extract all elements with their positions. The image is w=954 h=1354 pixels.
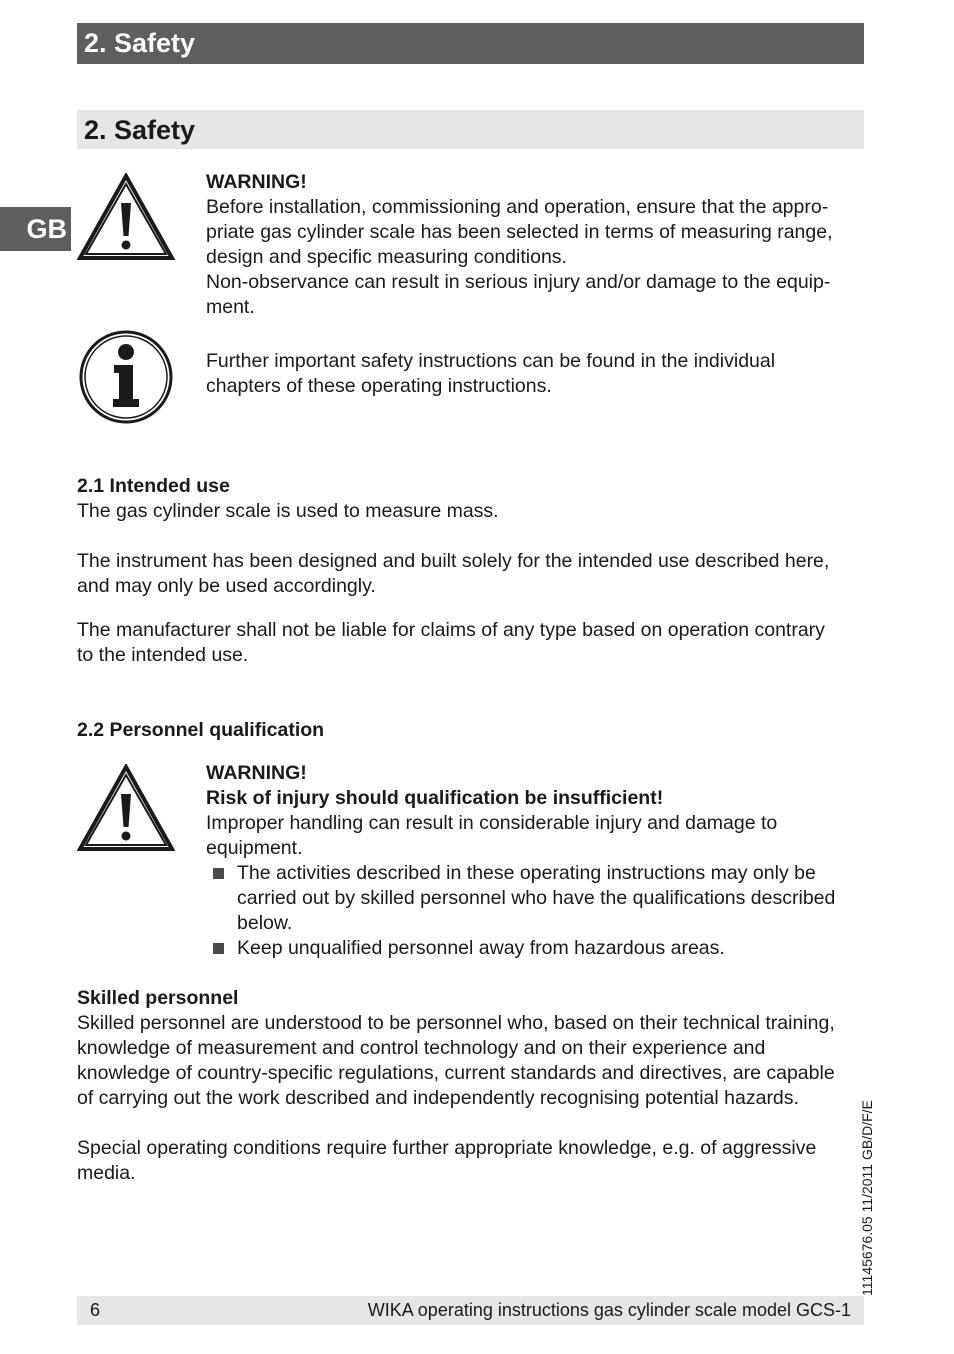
skilled-p2-line: Special operating conditions require further appropriate knowledge, e.g. of aggressive [77,1137,817,1159]
warning-line: ment. [206,296,255,318]
warning-triangle-icon [77,764,175,852]
warning-line: design and specific measuring conditions. [206,246,567,268]
warning-title: WARNING! [206,171,307,193]
skilled-p1-line: Skilled personnel are understood to be personnel who, based on their technical training, [77,1012,835,1034]
info-block [206,349,866,399]
warning-line: priate gas cylinder scale has been selected in terms of measuring range, [206,221,833,243]
skilled-p1-line: knowledge of measurement and control technology and on their experience and [77,1037,766,1059]
skilled-p1-line: of carrying out the work described and independently recognising potential hazards. [77,1087,799,1109]
personnel-heading: 2.2 Personnel qualification [77,719,325,741]
info-line: Further important safety instructions can be found in the individual [206,350,776,372]
skilled-personnel-section [77,986,872,1186]
warning-block-1 [206,170,866,320]
warning-line: equipment. [206,837,303,859]
skilled-heading: Skilled personnel [77,987,239,1009]
warning-subtitle: Risk of injury should qualification be insufficient! [206,787,664,809]
warning-title: WARNING! [206,762,307,784]
page-number: 6 [90,1300,101,1320]
warning-line: Improper handling can result in considerable injury and damage to [206,812,778,834]
warning-line: Before installation, commissioning and operation, ensure that the appro- [206,196,829,218]
footer-title: WIKA operating instructions gas cylinder scale model GCS-1 [367,1300,851,1320]
intended-use-p3-line: The manufacturer shall not be liable for claims of any type based on operation contrary [77,619,825,641]
document-code: 11145676.05 11/2011 GB/D/F/E [859,1100,875,1296]
intended-use-section [77,474,867,668]
bullet-square-icon [213,943,224,954]
bullet-item: Keep unqualified personnel away from hazardous areas. [206,936,866,961]
intended-use-p1: The gas cylinder scale is used to measure mass. [77,500,499,522]
warning-triangle-icon [77,173,175,261]
intended-use-p3-line: to the intended use. [77,644,249,666]
skilled-p1-line: knowledge of country-specific regulations, current standards and directives, are capable [77,1062,835,1084]
warning-line: Non-observance can result in serious injury and/or damage to the equip- [206,271,831,293]
bullet-square-icon [213,868,224,879]
warning-block-2 [206,761,866,961]
page-header: 2. Safety [77,23,864,64]
language-tab: GB [0,207,71,251]
bullet-item: The activities described in these operating instructions may only be carried out by skilled personnel who have the qualifications described below. [206,861,866,936]
section-title: 2. Safety [77,110,864,149]
intended-use-p2-line: and may only be used accordingly. [77,575,376,597]
skilled-p2-line: media. [77,1162,136,1184]
intended-use-p2-line: The instrument has been designed and built solely for the intended use described here, [77,550,830,572]
info-line: chapters of these operating instructions. [206,375,552,397]
info-icon [78,329,174,425]
intended-use-heading: 2.1 Intended use [77,475,230,497]
